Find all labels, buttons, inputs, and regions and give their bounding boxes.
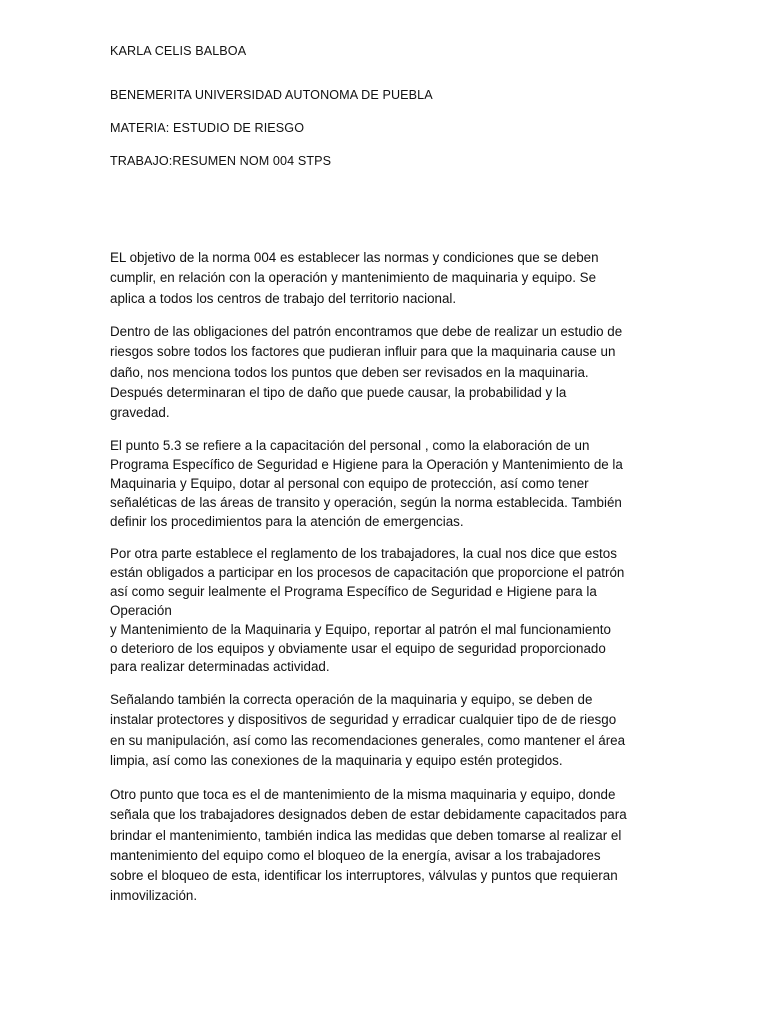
paragraph-employer-obligations: Dentro de las obligaciones del patrón encontramos que debe de realizar un estudio de riesgos sobre todos los factores que pudieran influir para que la maquinaria cause un daño, nos menciona todos los puntos que deben ser revisados en la maquinaria. Después determinaran el tipo de daño que puede causar, la probabilidad y la gravedad. [110, 324, 623, 421]
paragraph-objective: EL objetivo de la norma 004 es establecer las normas y condiciones que se deben cumplir, en relación con la operación y mantenimiento de maquinaria y equipo. Se aplica a todos los centros de trabajo del territorio nacional. [110, 250, 599, 306]
paragraph-worker-regulations: Por otra parte establece el reglamento de los trabajadores, la cual nos dice que estos están obligados a participar en los procesos de capacitación que proporcione el patrón así como seguir lealmente el Programa Específico de Seguridad e Higiene para la Operación y Mantenimiento de la Maquinaria y Equipo, reportar al patrón el mal funcionamiento o deterioro de los equipos y obviamente usar el equipo de seguridad proporcionado para realizar determinadas actividad. [110, 546, 625, 675]
paragraph-maintenance: Otro punto que toca es el de mantenimiento de la misma maquinaria y equipo, donde señala que los trabajadores designados deben de estar debidamente capacitados para brindar el mantenimiento, también indica las medidas que deben tomarse al realizar el mantenimiento del equipo como el bloqueo de la energía, avisar a los trabajadores sobre el bloqueo de esta, identificar los interruptores, válvulas y puntos que requieran inmovilización. [110, 787, 627, 904]
paragraph-training: El punto 5.3 se refiere a la capacitación del personal , como la elaboración de un Programa Específico de Seguridad e Higiene para la Operación y Mantenimiento de la Maquinaria y Equipo, dotar al personal con equipo de protección, así como tener señaléticas de las áreas de transito y operación, según la norma establecida. También definir los procedimientos para la atención de emergencias. [110, 438, 623, 529]
assignment-title: TRABAJO:RESUMEN NOM 004 STPS [110, 154, 332, 168]
paragraph-machine-operation: Señalando también la correcta operación de la maquinaria y equipo, se deben de instalar protectores y dispositivos de seguridad y erradicar cualquier tipo de de riesgo en su manipulación, así como las recomendaciones generales, como mantener el área limpia, así como las conexiones de la maquinaria y equipo estén protegidos. [110, 692, 626, 768]
subject-line: MATERIA: ESTUDIO DE RIESGO [110, 121, 305, 135]
author-name: KARLA CELIS BALBOA [110, 44, 247, 58]
university-name: BENEMERITA UNIVERSIDAD AUTONOMA DE PUEBLA [110, 88, 433, 102]
